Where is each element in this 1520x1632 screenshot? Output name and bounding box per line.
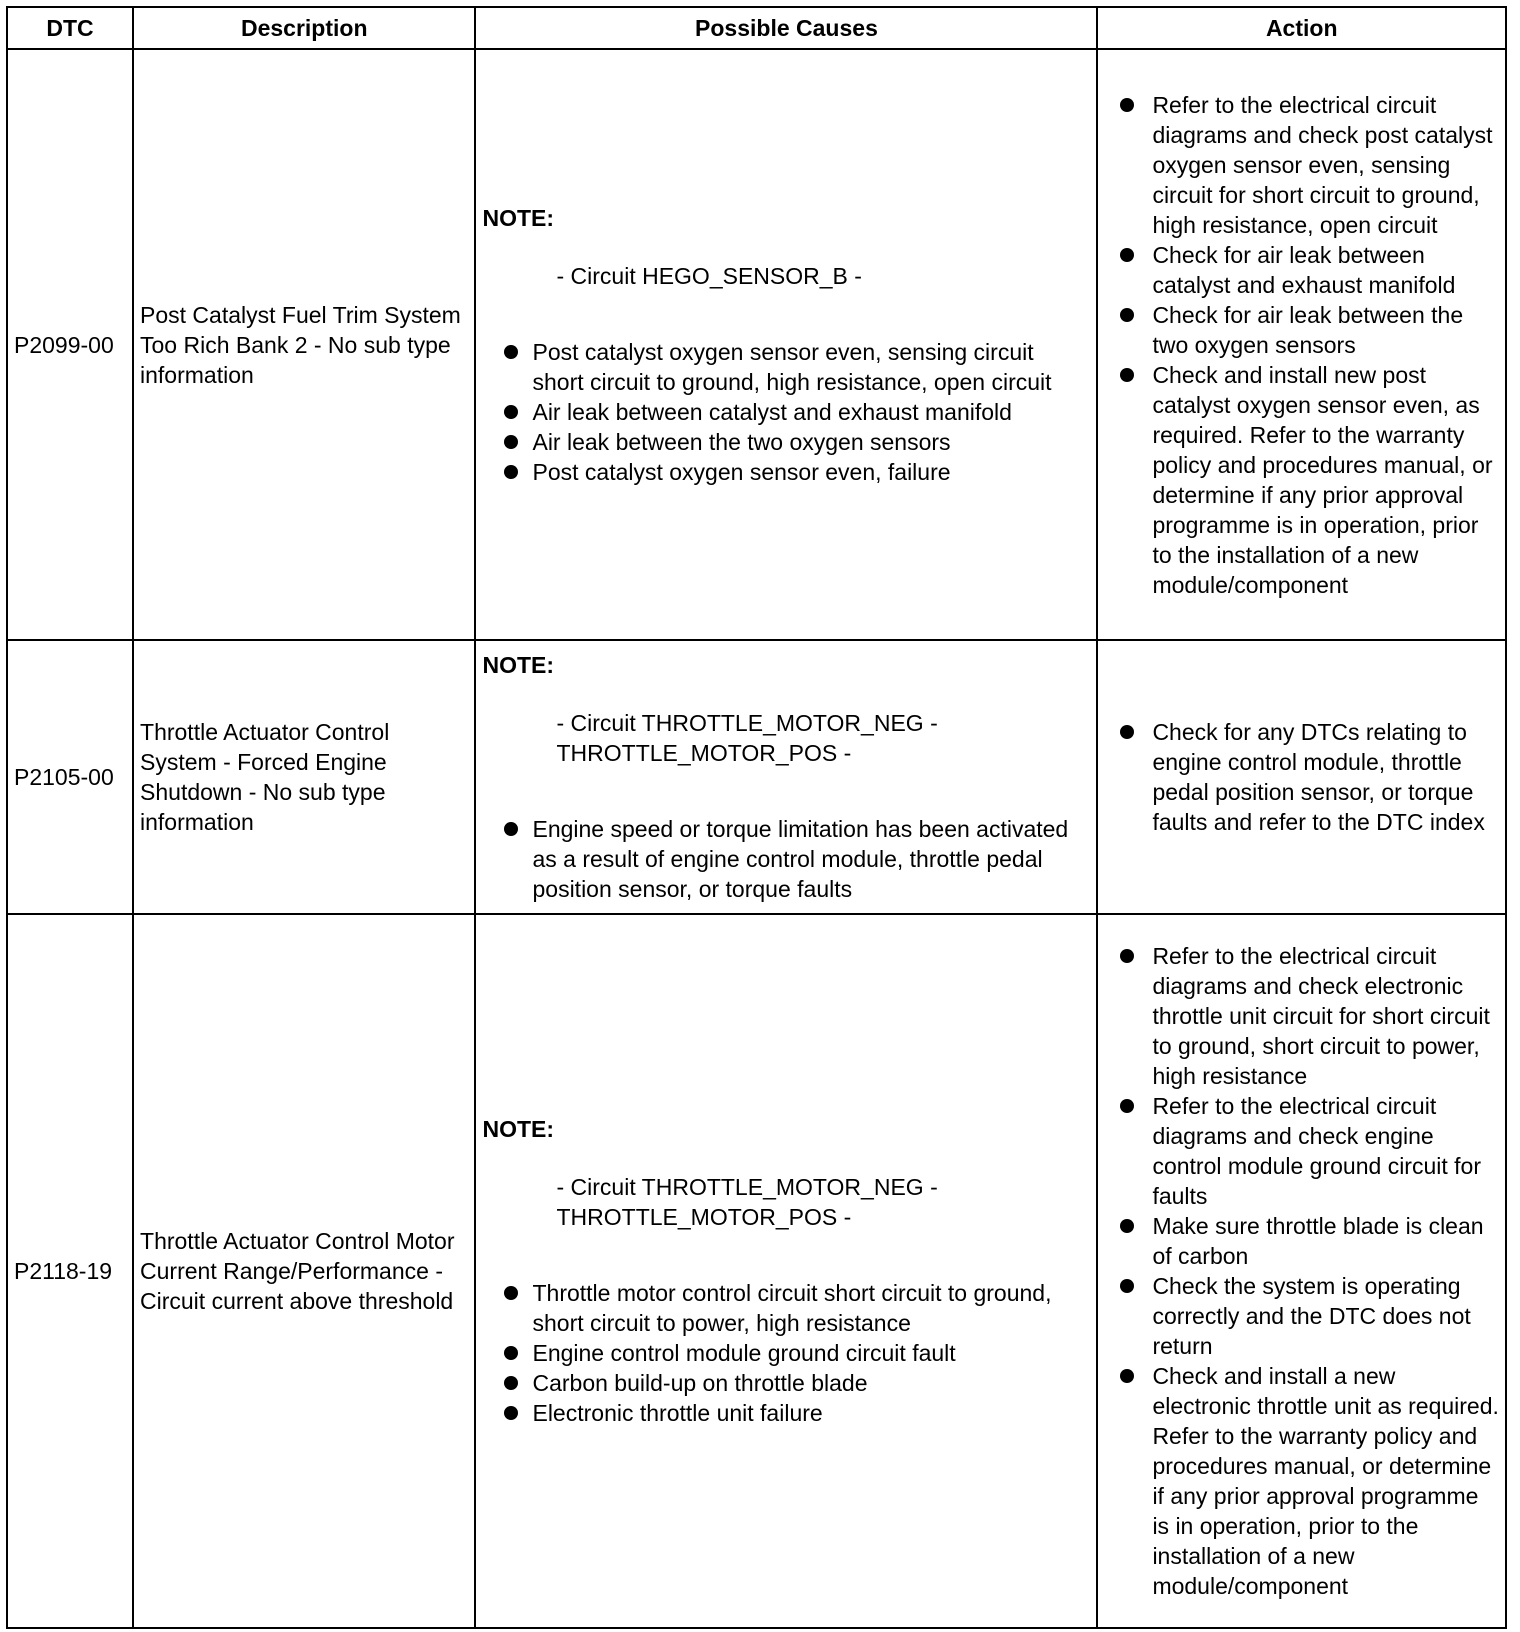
possible-causes-cell: [475, 640, 1097, 914]
bullet-icon: [1120, 1369, 1134, 1383]
dtc-code: P2105-00: [7, 640, 133, 914]
note-label: NOTE:: [482, 1116, 555, 1142]
list-item: [482, 397, 1090, 427]
causes-list: [482, 1278, 1090, 1428]
action-text: Check and install new post catalyst oxygen sensor even, as required. Refer to the warranty policy and procedures manual, or determine if any prior approval programme is in operation, prior to the installation of a new module/component: [1152, 361, 1493, 598]
dtc-table-container: [6, 6, 1507, 1629]
circuit-text: - Circuit THROTTLE_MOTOR_NEG - THROTTLE_MOTOR_POS -: [556, 710, 938, 766]
list-item: [482, 1278, 1090, 1338]
bullet-icon: [1120, 949, 1134, 963]
bullet-icon: [504, 1346, 518, 1360]
list-item: [1120, 1091, 1499, 1211]
causes-list: [482, 814, 1090, 904]
list-item: [482, 814, 1090, 904]
list-item: [1120, 1361, 1499, 1601]
bullet-icon: [504, 1406, 518, 1420]
header-possible-causes: Possible Causes: [475, 7, 1097, 49]
cause-text: Post catalyst oxygen sensor even, sensing circuit short circuit to ground, high resistance, open circuit: [532, 338, 1052, 395]
header-dtc: DTC: [7, 7, 133, 49]
list-item: [482, 1338, 1090, 1368]
cause-text: Air leak between the two oxygen sensors: [532, 428, 951, 455]
bullet-icon: [504, 1286, 518, 1300]
bullet-icon: [504, 435, 518, 449]
action-text: Check the system is operating correctly and the DTC does not return: [1152, 1273, 1471, 1359]
action-text: Check for any DTCs relating to engine control module, throttle pedal position sensor, or torque faults and refer to the DTC index: [1152, 719, 1485, 835]
table-row: [7, 914, 1506, 1628]
dtc-description: Post Catalyst Fuel Trim System Too Rich Bank 2 - No sub type information: [133, 49, 475, 640]
table-row: [7, 640, 1506, 914]
action-text: Refer to the electrical circuit diagrams and check post catalyst oxygen sensor even, sensing circuit for short circuit to ground, high resistance, open circuit: [1152, 91, 1493, 238]
list-item: [1120, 941, 1499, 1091]
bullet-icon: [504, 1376, 518, 1390]
list-item: [482, 1398, 1090, 1428]
action-cell: [1097, 49, 1506, 640]
bullet-icon: [1120, 308, 1134, 322]
action-text: Refer to the electrical circuit diagrams and check engine control module ground circuit for faults: [1152, 1093, 1481, 1209]
list-item: [1120, 90, 1499, 240]
actions-list: [1120, 941, 1499, 1601]
list-item: [1120, 1271, 1499, 1361]
actions-list: [1120, 717, 1499, 837]
header-row: [7, 7, 1506, 49]
dtc-description: Throttle Actuator Control System - Forced Engine Shutdown - No sub type information: [133, 640, 475, 914]
list-item: [482, 427, 1090, 457]
list-item: [1120, 240, 1499, 300]
cause-text: Carbon build-up on throttle blade: [532, 1370, 868, 1396]
dtc-code: P2099-00: [7, 49, 133, 640]
bullet-icon: [504, 822, 518, 836]
cause-text: Engine control module ground circuit fault: [532, 1340, 956, 1366]
list-item: [482, 457, 1090, 487]
circuit-text: - Circuit THROTTLE_MOTOR_NEG - THROTTLE_MOTOR_POS -: [556, 1174, 938, 1230]
possible-causes-cell: [475, 914, 1097, 1628]
list-item: [1120, 1211, 1499, 1271]
cause-text: Air leak between catalyst and exhaust manifold: [532, 398, 1012, 425]
bullet-icon: [504, 405, 518, 419]
action-text: Check and install a new electronic throttle unit as required. Refer to the warranty policy and procedures manual, or determine if any prior approval programme is in operation, prior to the installation of a new module/component: [1152, 1363, 1499, 1599]
table-row: [7, 49, 1506, 640]
bullet-icon: [1120, 368, 1134, 382]
list-item: [482, 337, 1090, 397]
action-cell: [1097, 914, 1506, 1628]
list-item: [1120, 717, 1499, 837]
cause-text: Electronic throttle unit failure: [532, 1400, 823, 1426]
circuit-text: - Circuit HEGO_SENSOR_B -: [556, 262, 862, 289]
dtc-table: [6, 6, 1507, 1629]
bullet-icon: [1120, 248, 1134, 262]
bullet-icon: [1120, 725, 1134, 739]
bullet-icon: [1120, 1099, 1134, 1113]
bullet-icon: [1120, 1219, 1134, 1233]
cause-text: Engine speed or torque limitation has been activated as a result of engine control module, throttle pedal position sensor, or torque faults: [532, 816, 1069, 902]
cause-text: Throttle motor control circuit short circuit to ground, short circuit to power, high resistance: [532, 1280, 1052, 1336]
cause-text: Post catalyst oxygen sensor even, failure: [532, 458, 951, 485]
bullet-icon: [504, 465, 518, 479]
action-cell: [1097, 640, 1506, 914]
action-text: Refer to the electrical circuit diagrams and check electronic throttle unit circuit for short circuit to ground, short circuit to power, high resistance: [1152, 943, 1490, 1089]
possible-causes-cell: [475, 49, 1097, 640]
bullet-icon: [1120, 1279, 1134, 1293]
header-description: Description: [133, 7, 475, 49]
action-text: Check for air leak between the two oxygen sensors: [1152, 301, 1464, 358]
bullet-icon: [504, 345, 518, 359]
note-label: NOTE:: [482, 204, 555, 231]
dtc-code: P2118-19: [7, 914, 133, 1628]
list-item: [1120, 300, 1499, 360]
header-action: Action: [1097, 7, 1506, 49]
action-text: Make sure throttle blade is clean of carbon: [1152, 1213, 1484, 1269]
list-item: [482, 1368, 1090, 1398]
list-item: [1120, 360, 1499, 600]
dtc-description: Throttle Actuator Control Motor Current Range/Performance - Circuit current above threshold: [133, 914, 475, 1628]
note-label: NOTE:: [482, 652, 555, 678]
action-text: Check for air leak between catalyst and exhaust manifold: [1152, 241, 1456, 298]
causes-list: [482, 337, 1090, 487]
actions-list: [1120, 90, 1499, 600]
bullet-icon: [1120, 98, 1134, 112]
